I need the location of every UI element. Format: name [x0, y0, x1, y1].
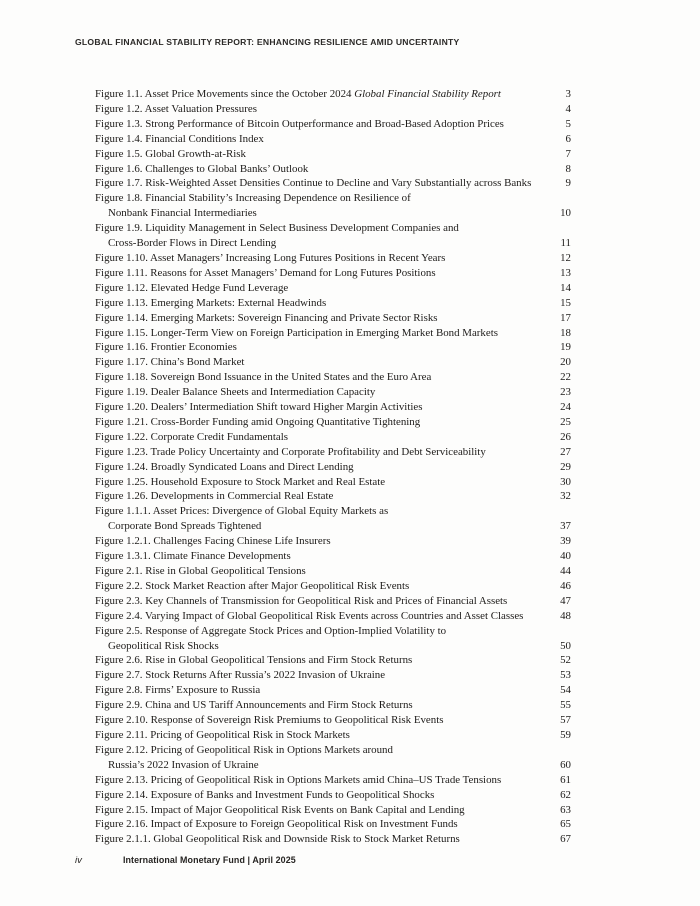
figure-title: Figure 1.2. Asset Valuation Pressures [95, 102, 257, 115]
figure-page-number: 20 [560, 356, 571, 369]
figure-page-number: 47 [560, 594, 571, 607]
figure-page-number: 62 [560, 788, 571, 801]
figure-page-number: 29 [560, 460, 571, 473]
toc-line [95, 311, 571, 326]
figure-page-number: 7 [565, 147, 571, 160]
figure-title: Figure 1.7. Risk-Weighted Asset Densities Continue to Decline and Vary Substantially across Banks [95, 177, 532, 190]
figure-title: Figure 2.8. Firms’ Exposure to Russia [95, 684, 261, 697]
toc-line [95, 281, 571, 296]
figure-title: Figure 2.6. Rise in Global Geopolitical Tensions and Firm Stock Returns [95, 654, 413, 667]
figure-title: Figure 1.3. Strong Performance of Bitcoin Outperformance and Broad-Based Adoption Prices [95, 117, 504, 130]
figure-page-number: 25 [560, 415, 571, 428]
figure-title: Figure 1.3.1. Climate Finance Developments [95, 550, 291, 563]
toc-line [95, 176, 571, 191]
toc-entry [95, 445, 571, 460]
toc-entry [95, 430, 571, 445]
figure-title: Figure 1.13. Emerging Markets: External Headwinds [95, 296, 327, 309]
toc-line [95, 713, 571, 728]
toc-line [95, 728, 571, 743]
figure-page-number: 54 [560, 684, 571, 697]
figure-title: Figure 2.4. Varying Impact of Global Geopolitical Risk Events across Countries and Asset Classes [95, 609, 524, 622]
toc-entry [95, 579, 571, 594]
figure-title: Figure 2.1. Rise in Global Geopolitical Tensions [95, 565, 306, 577]
toc-entry [95, 564, 571, 579]
toc-entry [95, 534, 571, 549]
figure-title: Figure 2.7. Stock Returns After Russia’s 2022 Invasion of Ukraine [95, 669, 386, 682]
figure-title: Cross-Border Flows in Direct Lending [108, 237, 277, 250]
toc-entry [95, 489, 571, 504]
figure-title: Figure 1.6. Challenges to Global Banks’ Outlook [95, 162, 309, 175]
figure-page-number: 65 [560, 818, 571, 831]
toc-line [95, 758, 571, 773]
figure-page-number: 24 [560, 401, 571, 414]
figure-title: Figure 1.15. Longer-Term View on Foreign Participation in Emerging Market Bond Markets [95, 326, 498, 339]
toc-line [95, 355, 571, 370]
figure-title: Figure 1.19. Dealer Balance Sheets and Intermediation Capacity [95, 386, 376, 399]
figure-title: Figure 1.20. Dealers’ Intermediation Shift toward Higher Margin Activities [95, 401, 423, 414]
running-head: GLOBAL FINANCIAL STABILITY REPORT: ENHANCING RESILIENCE AMID UNCERTAINTY [75, 37, 460, 47]
figure-title: Figure 2.9. China and US Tariff Announcements and Firm Stock Returns [95, 699, 413, 712]
figure-page-number: 46 [560, 579, 571, 592]
toc-line [95, 326, 571, 341]
figure-page-number: 55 [560, 699, 571, 712]
toc-entry [95, 653, 571, 668]
figure-title: Figure 1.1. Asset Price Movements since the October 2024 Global Financial Stability Report [95, 88, 501, 100]
toc-entry [95, 460, 571, 475]
figure-page-number: 60 [560, 758, 571, 771]
figure-title: Figure 2.14. Exposure of Banks and Investment Funds to Geopolitical Shocks [95, 788, 435, 801]
figure-title: Figure 1.17. China’s Bond Market [95, 356, 245, 369]
footer-publication-text: International Monetary Fund | April 2025 [122, 855, 296, 865]
toc-entry [95, 713, 571, 728]
toc-line [95, 147, 571, 162]
figure-page-number: 19 [560, 341, 571, 354]
toc-line [95, 639, 571, 654]
figure-title: Figure 2.10. Response of Sovereign Risk Premiums to Geopolitical Risk Events [95, 714, 444, 727]
toc-entry [95, 773, 571, 788]
figure-page-number: 27 [560, 445, 571, 458]
toc-entry [95, 132, 571, 147]
toc-entry [95, 311, 571, 326]
figure-page-number: 18 [560, 326, 571, 339]
toc-entry [95, 728, 571, 743]
figure-title: Figure 2.12. Pricing of Geopolitical Risk in Options Markets around [95, 743, 393, 756]
figure-page-number: 6 [565, 132, 571, 145]
figure-page-number: 5 [565, 117, 571, 130]
toc-line [95, 475, 571, 490]
toc-line [95, 430, 571, 445]
toc-line [95, 370, 571, 385]
toc-line [95, 534, 571, 549]
toc-line [95, 788, 571, 803]
figure-title: Figure 1.22. Corporate Credit Fundamentals [95, 430, 288, 443]
toc-entry [95, 549, 571, 564]
toc-line [95, 579, 571, 594]
figure-page-number: 48 [560, 609, 571, 622]
figure-page-number: 12 [560, 251, 571, 264]
toc-line [95, 221, 571, 236]
toc-entry [95, 221, 571, 251]
page-footer [75, 855, 296, 866]
toc-line [95, 162, 571, 177]
figure-page-number: 63 [560, 803, 571, 816]
toc-line [95, 594, 571, 609]
figure-page-number: 32 [560, 490, 571, 503]
toc-line [95, 489, 571, 504]
toc-line [95, 803, 571, 818]
toc-line [95, 415, 571, 430]
toc-entry [95, 743, 571, 773]
figure-page-number: 26 [560, 430, 571, 443]
toc-line [95, 340, 571, 355]
figure-page-number: 44 [560, 565, 571, 577]
figure-title: Figure 1.1.1. Asset Prices: Divergence of Global Equity Markets as [95, 505, 389, 518]
toc-entry [95, 117, 571, 132]
toc-line [95, 460, 571, 475]
toc-entry [95, 683, 571, 698]
figure-page-number: 52 [560, 654, 571, 667]
toc-line [95, 504, 571, 519]
toc-entry [95, 147, 571, 162]
toc-entry [95, 176, 571, 191]
figure-title: Figure 1.18. Sovereign Bond Issuance in the United States and the Euro Area [95, 371, 432, 384]
toc-line [95, 653, 571, 668]
toc-entry [95, 504, 571, 534]
toc-entry [95, 609, 571, 624]
toc-line [95, 296, 571, 311]
figure-page-number: 59 [560, 728, 571, 741]
toc-entry [95, 251, 571, 266]
figure-title: Nonbank Financial Intermediaries [108, 207, 257, 220]
figure-title: Figure 2.11. Pricing of Geopolitical Risk in Stock Markets [95, 728, 350, 741]
figure-title: Figure 1.11. Reasons for Asset Managers’ Demand for Long Futures Positions [95, 266, 436, 279]
figure-page-number: 40 [560, 550, 571, 563]
toc-line [95, 251, 571, 266]
toc-entry [95, 415, 571, 430]
figure-page-number: 4 [565, 102, 571, 115]
toc-entry [95, 370, 571, 385]
toc-entry [95, 385, 571, 400]
figure-page-number: 10 [560, 207, 571, 220]
toc-entry [95, 162, 571, 177]
figure-page-number: 61 [560, 773, 571, 786]
toc-line [95, 236, 571, 251]
toc-entry [95, 355, 571, 370]
figure-title: Figure 2.5. Response of Aggregate Stock Prices and Option-Implied Volatility to [95, 624, 447, 637]
toc-line [95, 445, 571, 460]
toc-line [95, 698, 571, 713]
figure-page-number: 22 [560, 371, 571, 384]
figure-title: Figure 1.10. Asset Managers’ Increasing Long Futures Positions in Recent Years [95, 251, 446, 264]
figure-title: Figure 2.13. Pricing of Geopolitical Risk in Options Markets amid China–US Trade Tensions [95, 773, 502, 786]
figure-page-number: 3 [565, 88, 571, 100]
figure-title: Figure 1.12. Elevated Hedge Fund Leverage [95, 281, 289, 294]
toc-line [95, 549, 571, 564]
toc-entry [95, 832, 571, 847]
figure-page-number: 53 [560, 669, 571, 682]
figure-title: Figure 2.2. Stock Market Reaction after Major Geopolitical Risk Events [95, 579, 410, 592]
toc-line [95, 87, 571, 102]
figure-page-number: 11 [560, 237, 571, 250]
toc-entry [95, 326, 571, 341]
toc-entry [95, 281, 571, 296]
figure-page-number: 39 [560, 535, 571, 548]
figure-title: Figure 1.25. Household Exposure to Stock Market and Real Estate [95, 475, 386, 488]
figure-title: Corporate Bond Spreads Tightened [108, 520, 262, 533]
toc-line [95, 609, 571, 624]
figure-title: Figure 1.16. Frontier Economies [95, 341, 237, 354]
figure-title: Figure 1.5. Global Growth-at-Risk [95, 147, 246, 160]
toc-line [95, 117, 571, 132]
figure-title: Figure 1.14. Emerging Markets: Sovereign Financing and Private Sector Risks [95, 311, 438, 324]
toc-entry [95, 87, 571, 102]
figure-title: Figure 2.3. Key Channels of Transmission for Geopolitical Risk and Prices of Financial Assets [95, 594, 508, 607]
figure-page-number: 14 [560, 281, 571, 294]
figure-title: Figure 1.4. Financial Conditions Index [95, 132, 264, 145]
toc-entry [95, 400, 571, 415]
figure-title: Figure 1.23. Trade Policy Uncertainty and Corporate Profitability and Debt Serviceability [95, 445, 486, 458]
toc-entry [95, 191, 571, 221]
figure-title: Figure 2.15. Impact of Major Geopolitical Risk Events on Bank Capital and Lending [95, 803, 465, 816]
toc-entry [95, 475, 571, 490]
toc-line [95, 683, 571, 698]
toc-line [95, 743, 571, 758]
figure-title: Figure 1.21. Cross-Border Funding amid Ongoing Quantitative Tightening [95, 415, 421, 428]
figure-title: Figure 2.16. Impact of Exposure to Foreign Geopolitical Risk on Investment Funds [95, 818, 458, 831]
figure-title: Figure 1.24. Broadly Syndicated Loans and Direct Lending [95, 460, 354, 473]
toc-entry [95, 594, 571, 609]
figure-title: Figure 1.26. Developments in Commercial Real Estate [95, 490, 334, 503]
figure-title: Figure 1.8. Financial Stability’s Increasing Dependence on Resilience of [95, 192, 411, 205]
figure-page-number: 15 [560, 296, 571, 309]
toc-line [95, 132, 571, 147]
figure-page-number: 23 [560, 386, 571, 399]
figure-list [95, 87, 571, 847]
figure-page-number: 50 [560, 639, 571, 652]
toc-entry [95, 788, 571, 803]
figure-page-number: 13 [560, 266, 571, 279]
figure-title: Figure 1.9. Liquidity Management in Select Business Development Companies and [95, 222, 459, 235]
toc-line [95, 191, 571, 206]
toc-entry [95, 817, 571, 832]
figure-page-number: 8 [565, 162, 571, 175]
toc-entry [95, 803, 571, 818]
toc-entry [95, 668, 571, 683]
toc-line [95, 400, 571, 415]
figure-page-number: 37 [560, 520, 571, 533]
toc-entry [95, 340, 571, 355]
toc-entry [95, 698, 571, 713]
toc-entry [95, 296, 571, 311]
figure-title: Geopolitical Risk Shocks [108, 639, 219, 652]
toc-line [95, 102, 571, 117]
toc-line [95, 668, 571, 683]
toc-entry [95, 266, 571, 281]
figure-page-number: 9 [565, 177, 571, 190]
figure-title: Figure 2.1.1. Global Geopolitical Risk and Downside Risk to Stock Market Returns [95, 833, 460, 846]
toc-entry [95, 624, 571, 654]
figure-page-number: 30 [560, 475, 571, 488]
toc-line [95, 385, 571, 400]
figure-title: Russia’s 2022 Invasion of Ukraine [108, 758, 259, 771]
figure-page-number: 17 [560, 311, 571, 324]
toc-line [95, 206, 571, 221]
toc-line [95, 832, 571, 847]
toc-line [95, 266, 571, 281]
toc-entry [95, 102, 571, 117]
toc-line [95, 773, 571, 788]
toc-line [95, 564, 571, 579]
figure-page-number: 57 [560, 714, 571, 727]
toc-line [95, 519, 571, 534]
folio-page-number: iv [75, 855, 82, 866]
figure-page-number: 67 [560, 833, 571, 846]
figure-title: Figure 1.2.1. Challenges Facing Chinese Life Insurers [95, 535, 331, 548]
toc-line [95, 817, 571, 832]
toc-line [95, 624, 571, 639]
